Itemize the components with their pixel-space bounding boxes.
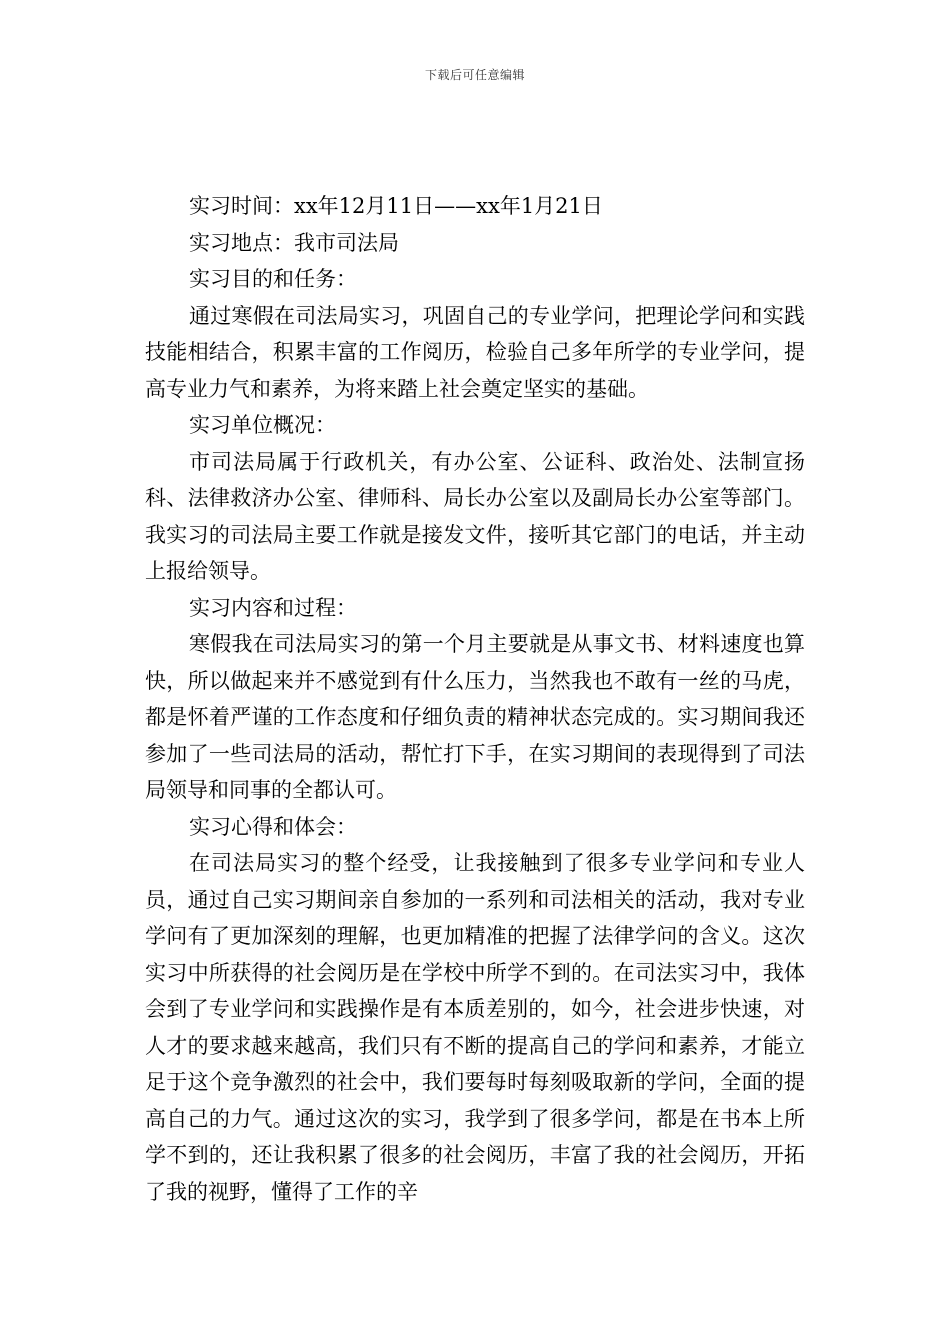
reflection-heading: 实习心得和体会：	[189, 814, 357, 839]
purpose-paragraph: 通过寒假在司法局实习，巩固自己的专业学问，把理论学问和实践技能相结合，积累丰富的工作阅历，检验自己多年所学的专业学问，提高专业力气和素养，为将来踏上社会奠定坚实的基础。	[145, 303, 805, 401]
page-header-note: 下载后可任意编辑	[424, 68, 525, 82]
reflection-paragraph: 在司法局实习的整个经受，让我接触到了很多专业学问和专业人员，通过自己实习期间亲自参加的一系列和司法相关的活动，我对专业学问有了更加深刻的理解，也更加精准的把握了法律学问的含义。这次实习中所获得的社会阅历是在学校中所学不到的。在司法实习中，我体会到了专业学问和实践操作是有本质差别的，如今，社会进步快速，对人才的要求越来越高，我们只有不断的提高自己的学问和素养，才能立足于这个竞争激烈的社会中，我们要每时每刻吸取新的学问，全面的提高自己的力气。通过这次的实习，我学到了很多学问，都是在书本上所学不到的，还让我积累了很多的社会阅历，丰富了我的社会阅历，开拓了我的视野，懂得了工作的辛	[145, 851, 805, 1204]
document-body	[145, 188, 805, 1210]
unit-paragraph: 市司法局属于行政机关，有办公室、公证科、政治处、法制宣扬科、法律救济办公室、律师科、局长办公室以及副局长办公室等部门。我实习的司法局主要工作就是接发文件，接听其它部门的电话，并主动上报给领导。	[145, 449, 805, 583]
content-paragraph: 寒假我在司法局实习的第一个月主要就是从事文书、材料速度也算快，所以做起来并不感觉到有什么压力，当然我也不敢有一丝的马虎，都是怀着严谨的工作态度和仔细负责的精神状态完成的。实习期间我还参加了一些司法局的活动，帮忙打下手，在实习期间的表现得到了司法局领导和同事的全都认可。	[145, 632, 805, 802]
unit-heading: 实习单位概况：	[189, 413, 336, 437]
purpose-heading: 实习目的和任务：	[189, 267, 357, 291]
content-heading: 实习内容和过程：	[189, 595, 357, 620]
internship-location: 实习地点：我市司法局	[189, 230, 399, 255]
internship-time: 实习时间：xx年12月11日——xx年1月21日	[189, 194, 603, 218]
